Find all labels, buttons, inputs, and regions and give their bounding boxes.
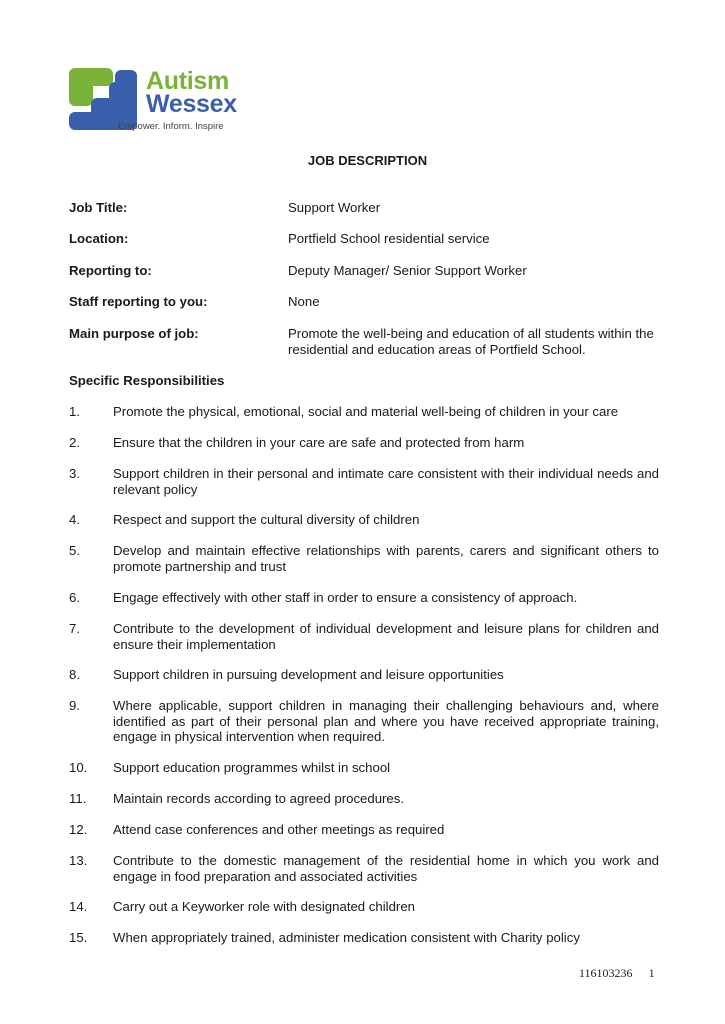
field-value: Promote the well-being and education of all students within the residential and education areas of Portfield School. bbox=[288, 326, 654, 357]
field-value: Deputy Manager/ Senior Support Worker bbox=[288, 263, 527, 278]
field-value: Support Worker bbox=[288, 200, 381, 215]
item-number: 11. bbox=[69, 791, 87, 806]
item-text: When appropriately trained, administer medication consistent with Charity policy bbox=[113, 930, 580, 945]
page-footer bbox=[579, 966, 655, 981]
item-number: 5. bbox=[69, 543, 80, 558]
responsibility-item bbox=[69, 760, 659, 776]
autism-wessex-logo bbox=[67, 66, 247, 138]
item-number: 9. bbox=[69, 698, 80, 713]
responsibility-item bbox=[69, 667, 659, 683]
item-text: Support education programmes whilst in school bbox=[113, 760, 391, 775]
logo-tagline: Empower. Inform. Inspire bbox=[118, 121, 224, 132]
document-title: JOB DESCRIPTION bbox=[307, 153, 428, 168]
field-label: Location: bbox=[69, 231, 129, 246]
responsibility-item bbox=[69, 698, 659, 745]
item-text: Where applicable, support children in managing their challenging behaviours and, where identified as part of their personal plan and where you have received appropriate training, engage in physical intervention when required. bbox=[113, 698, 659, 745]
item-number: 1. bbox=[69, 404, 80, 419]
responsibility-item bbox=[69, 899, 659, 915]
item-number: 3. bbox=[69, 466, 80, 481]
responsibility-item bbox=[69, 930, 659, 946]
item-text: Engage effectively with other staff in order to ensure a consistency of approach. bbox=[113, 590, 578, 605]
logo-name-line1: Autism bbox=[146, 67, 229, 95]
item-number: 15. bbox=[69, 930, 88, 945]
field-label: Main purpose of job: bbox=[69, 326, 199, 341]
item-text: Carry out a Keyworker role with designated children bbox=[113, 899, 415, 914]
item-number: 14. bbox=[69, 899, 88, 914]
page-number: 1 bbox=[648, 966, 655, 980]
responsibility-item bbox=[69, 791, 659, 807]
responsibility-item bbox=[69, 853, 659, 884]
responsibility-item bbox=[69, 621, 659, 652]
item-text: Promote the physical, emotional, social and material well-being of children in your care bbox=[113, 404, 619, 419]
item-number: 8. bbox=[69, 667, 80, 682]
item-text: Ensure that the children in your care are safe and protected from harm bbox=[113, 435, 525, 450]
item-text: Develop and maintain effective relationships with parents, carers and significant others to promote partnership and trust bbox=[113, 543, 659, 574]
responsibility-item bbox=[69, 404, 659, 420]
field-label: Reporting to: bbox=[69, 263, 152, 278]
item-text: Respect and support the cultural diversity of children bbox=[113, 512, 420, 527]
item-text: Support children in pursuing development and leisure opportunities bbox=[113, 667, 504, 682]
item-number: 10. bbox=[69, 760, 88, 775]
responsibility-item bbox=[69, 435, 659, 451]
item-text: Contribute to the domestic management of the residential home in which you work and engage in food preparation and associated activities bbox=[113, 853, 659, 884]
responsibility-item bbox=[69, 512, 659, 528]
responsibility-item bbox=[69, 543, 659, 574]
field-label: Job Title: bbox=[69, 200, 128, 215]
field-value: Portfield School residential service bbox=[288, 231, 490, 246]
document-id: 116103236 bbox=[579, 966, 633, 980]
item-number: 2. bbox=[69, 435, 80, 450]
item-number: 6. bbox=[69, 590, 80, 605]
item-text: Support children in their personal and intimate care consistent with their individual needs and relevant policy bbox=[113, 466, 659, 497]
responsibilities-heading: Specific Responsibilities bbox=[69, 373, 225, 388]
responsibility-item bbox=[69, 466, 659, 497]
field-label: Staff reporting to you: bbox=[69, 294, 208, 309]
field-value: None bbox=[288, 294, 320, 309]
item-text: Maintain records according to agreed procedures. bbox=[113, 791, 405, 806]
item-text: Attend case conferences and other meetings as required bbox=[113, 822, 445, 837]
responsibility-item bbox=[69, 590, 659, 606]
logo-name-line2: Wessex bbox=[146, 90, 237, 118]
item-text: Contribute to the development of individual development and leisure plans for children and ensure their implementation bbox=[113, 621, 659, 652]
item-number: 13. bbox=[69, 853, 88, 868]
item-number: 7. bbox=[69, 621, 80, 636]
item-number: 12. bbox=[69, 822, 88, 837]
item-number: 4. bbox=[69, 512, 80, 527]
responsibility-item bbox=[69, 822, 659, 838]
